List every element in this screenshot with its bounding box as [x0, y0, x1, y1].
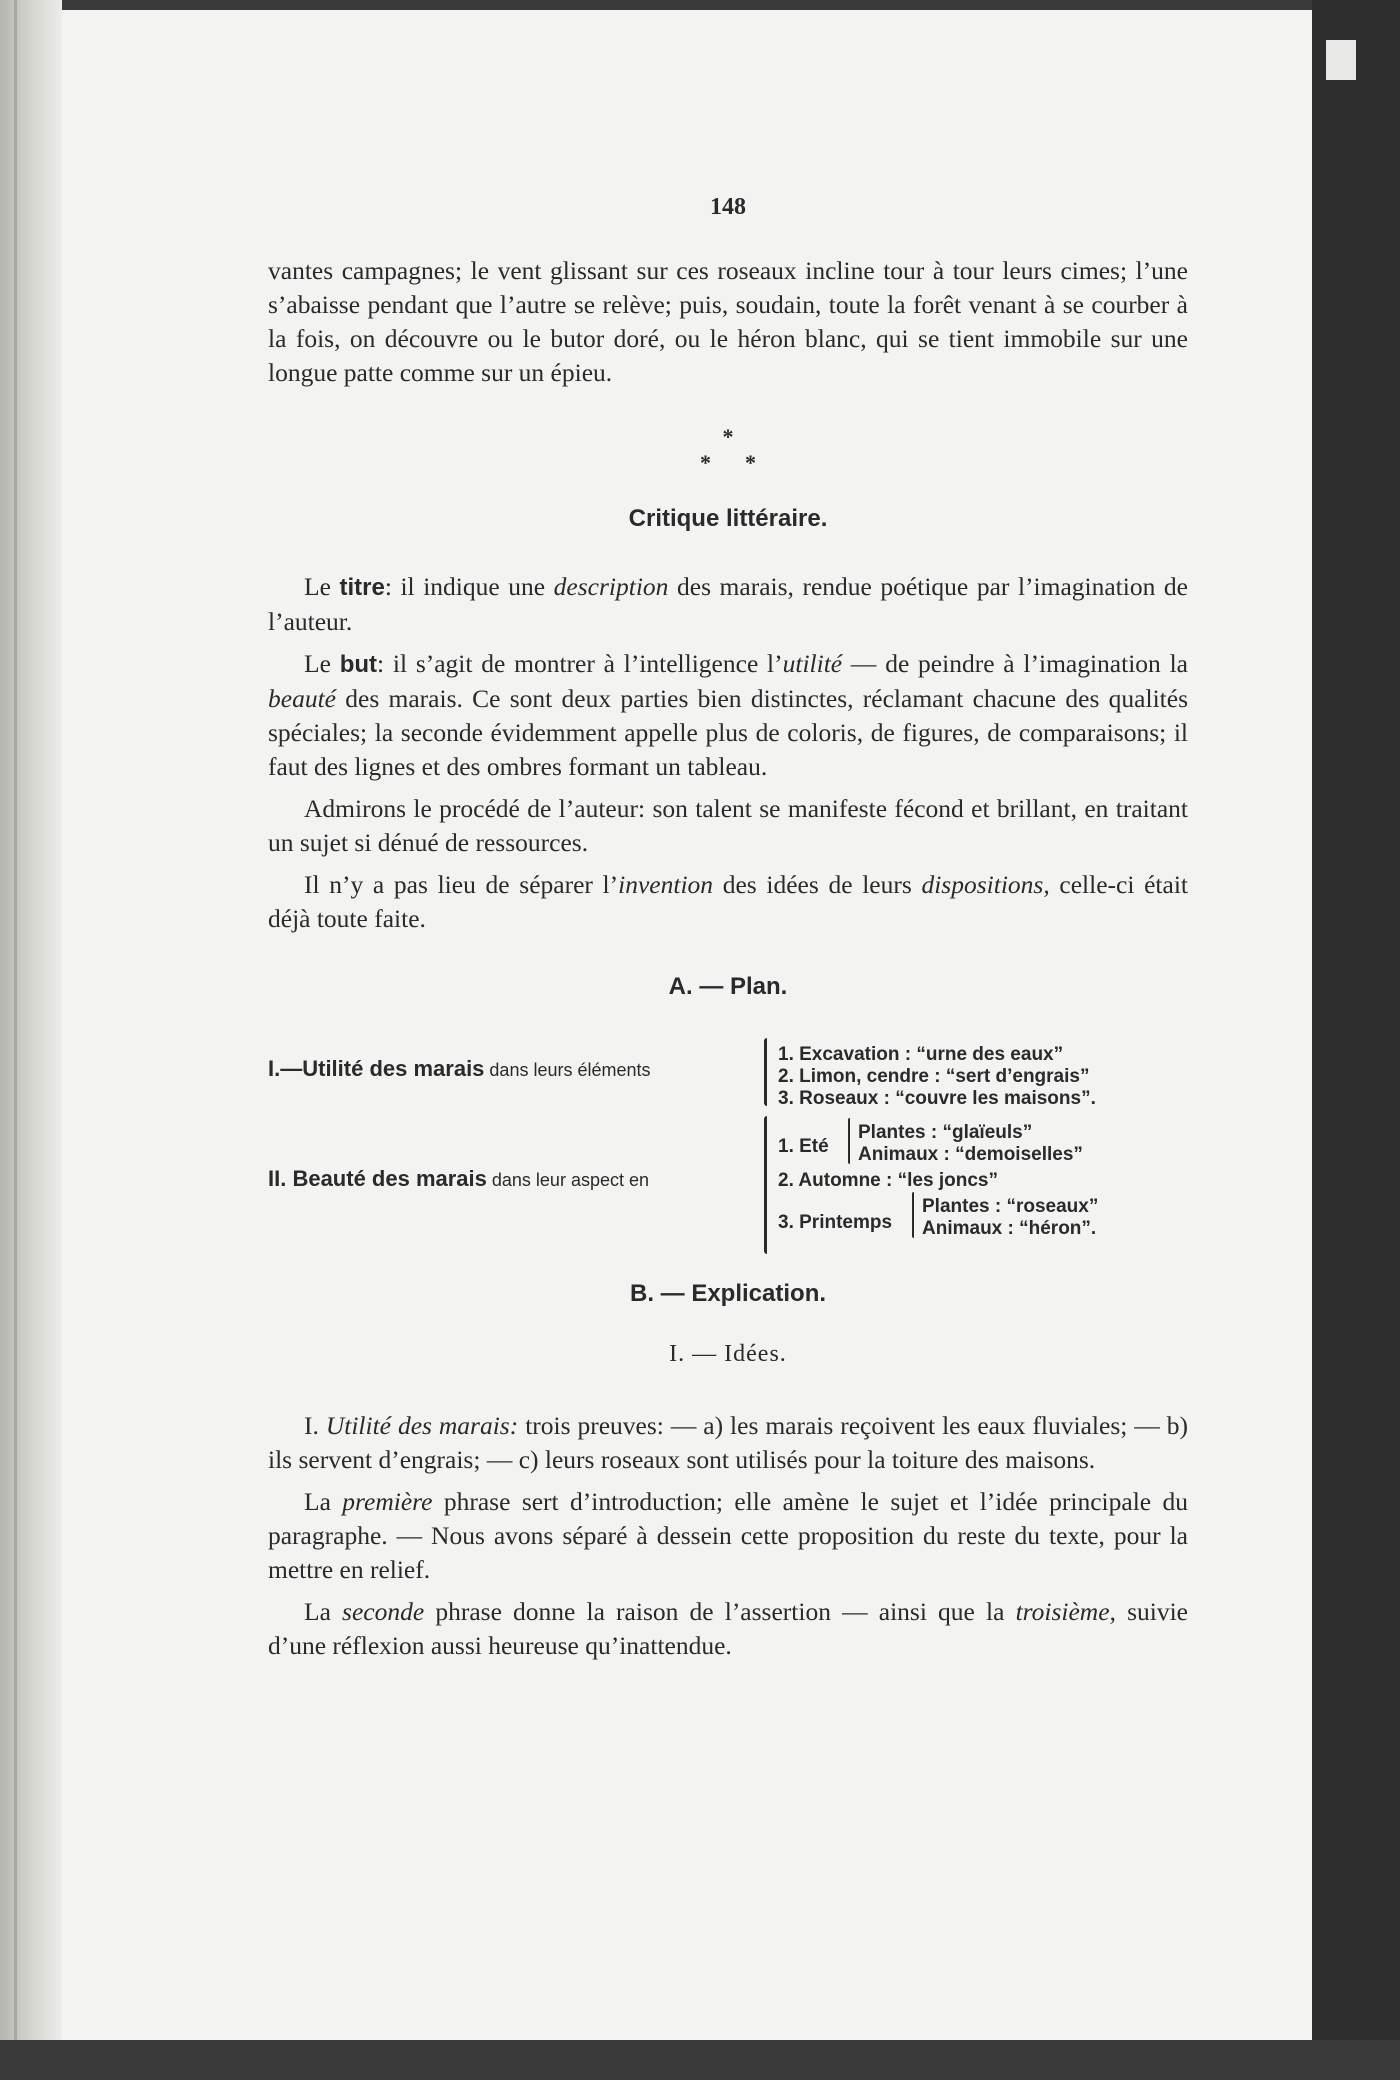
- plan-ete-item-2: Animaux : “demoiselles”: [858, 1144, 1083, 1165]
- titre-text-2: des marais, rendue poétique par l’imagination de l’auteur.: [268, 572, 1188, 636]
- plan-section-1-item-2: 2. Limon, cendre : “sert d’engrais”: [778, 1066, 1090, 1087]
- page-tab: [1326, 40, 1356, 80]
- plan-section-1-brace: [764, 1038, 767, 1106]
- plan-printemps-item-1: Plantes : “roseaux”: [922, 1196, 1099, 1217]
- invention-text-3: celle-ci était déjà toute faite.: [268, 870, 1188, 933]
- plan-automne: 2. Automne : “les joncs”: [778, 1170, 998, 1191]
- binding-line: [14, 0, 17, 2080]
- admirons-paragraph: Admirons le procédé de l’auteur: son talent se manifeste fécond et brillant, en traitant un sujet si dénué de ressources.: [268, 794, 1188, 857]
- plan-heading: A. — Plan.: [668, 973, 788, 1000]
- asterism-left: *: [700, 450, 711, 475]
- invention-text-2: des idées de leurs: [713, 870, 922, 899]
- but-text-3: des marais. Ce sont deux parties bien distinctes, réclamant chacune des qualités spéciales; la seconde évidemment appelle plus de coloris, de figures, de comparaisons; il faut des lignes et des ombres formant un tableau.: [268, 684, 1188, 781]
- plan-printemps-label: 3. Printemps: [778, 1212, 893, 1233]
- plan-section-2-title: Beauté des marais: [292, 1166, 487, 1191]
- plan-section-1-item-3: 3. Roseaux : “couvre les maisons”.: [778, 1088, 1096, 1109]
- but-italic-1: utilité: [782, 649, 843, 678]
- utilite-text-1: I.: [304, 1411, 326, 1440]
- premiere-text-1: La: [304, 1487, 343, 1516]
- scan-top-edge: [0, 0, 1400, 10]
- seconde-italic-2: troisième,: [1015, 1597, 1116, 1626]
- seconde-italic-1: seconde: [342, 1597, 425, 1626]
- plan-section-2-brace: [764, 1116, 767, 1254]
- seconde-text-2: phrase donne la raison de l’assertion — ainsi que la: [424, 1597, 1016, 1626]
- titre-text-1: : il indique une: [384, 572, 554, 601]
- invention-italic-2: dispositions,: [921, 870, 1050, 899]
- asterism-bottom: [268, 450, 1188, 476]
- plan-section-1-numeral: I.—: [268, 1056, 303, 1081]
- titre-lead: Le: [304, 572, 340, 601]
- page-number: 148: [710, 194, 746, 220]
- titre-paragraph: [268, 570, 1188, 639]
- asterism-top: *: [722, 424, 734, 449]
- utilite-paragraph: [268, 1409, 1188, 1477]
- plan-ete-item-1: Plantes : “glaïeuls”: [858, 1122, 1033, 1143]
- but-paragraph: [268, 647, 1188, 784]
- page-text-block: [268, 190, 1188, 1663]
- opening-paragraph: vantes campagnes; le vent glissant sur ces roseaux incline tour à tour leurs cimes; l’une s’abaisse pendant que l’autre se relève; puis, soudain, toute la forêt venant à se courber à la fois, on découvre ou le butor doré, ou le héron blanc, qui se tient immobile sur une longue patte comme sur un épieu.: [268, 256, 1188, 387]
- invention-text-1: Il n’y a pas lieu de séparer l’: [304, 870, 619, 899]
- plan-ete-label: 1. Eté: [778, 1136, 829, 1157]
- plan-outline: [268, 1038, 1188, 1263]
- seconde-text-3: suivie d’une réflexion aussi heureuse qu’inattendue.: [268, 1597, 1188, 1660]
- plan-ete-brace: [848, 1118, 850, 1164]
- titre-italic: description: [553, 572, 669, 601]
- plan-printemps-item-2: Animaux : “héron”.: [922, 1218, 1097, 1239]
- idees-heading: I. — Idées.: [669, 1341, 787, 1367]
- premiere-text-2: phrase sert d’introduction; elle amène le sujet et l’idée principale du paragraphe. — Nous avons séparé à dessein cette proposition du reste du texte, pour la mettre en relief.: [268, 1487, 1188, 1584]
- scan-bottom-edge: [0, 2040, 1400, 2080]
- critique-heading: Critique littéraire.: [628, 505, 828, 532]
- but-text-2: — de peindre à l’imagination la: [842, 649, 1188, 678]
- premiere-italic: première: [342, 1487, 433, 1516]
- invention-italic-1: invention: [618, 870, 714, 899]
- premiere-paragraph: [268, 1485, 1188, 1587]
- asterism-right: *: [745, 450, 756, 475]
- plan-printemps-brace: [912, 1192, 914, 1238]
- scan-right-edge: [1312, 0, 1400, 2080]
- plan-section-1-label: [268, 1052, 651, 1087]
- plan-section-2-rest: dans leur aspect en: [486, 1170, 649, 1190]
- plan-section-1-title: Utilité des marais: [302, 1056, 485, 1081]
- but-italic-2: beauté: [268, 684, 336, 713]
- plan-section-2-label: [268, 1162, 649, 1197]
- plan-section-1-rest: dans leurs éléments: [484, 1060, 651, 1080]
- titre-bold: titre: [339, 574, 385, 601]
- invention-paragraph: [268, 868, 1188, 936]
- book-binding-edge: [0, 0, 62, 2080]
- utilite-text-2: trois preuves: — a) les marais reçoivent les eaux fluviales; — b) ils servent d’engrais; — c) leurs roseaux sont utilisés pour la toiture des maisons.: [268, 1411, 1188, 1474]
- but-text-1: : il s’agit de montrer à l’intelligence l’: [377, 649, 783, 678]
- explication-heading: B. — Explication.: [629, 1280, 827, 1307]
- utilite-italic: Utilité des marais:: [325, 1411, 519, 1440]
- seconde-paragraph: [268, 1595, 1188, 1663]
- asterism: [268, 424, 1188, 476]
- plan-section-1-item-1: 1. Excavation : “urne des eaux”: [778, 1044, 1064, 1065]
- seconde-text-1: La: [304, 1597, 343, 1626]
- but-bold: but: [339, 651, 377, 678]
- plan-section-2-numeral: II.: [268, 1166, 293, 1191]
- but-lead: Le: [304, 649, 340, 678]
